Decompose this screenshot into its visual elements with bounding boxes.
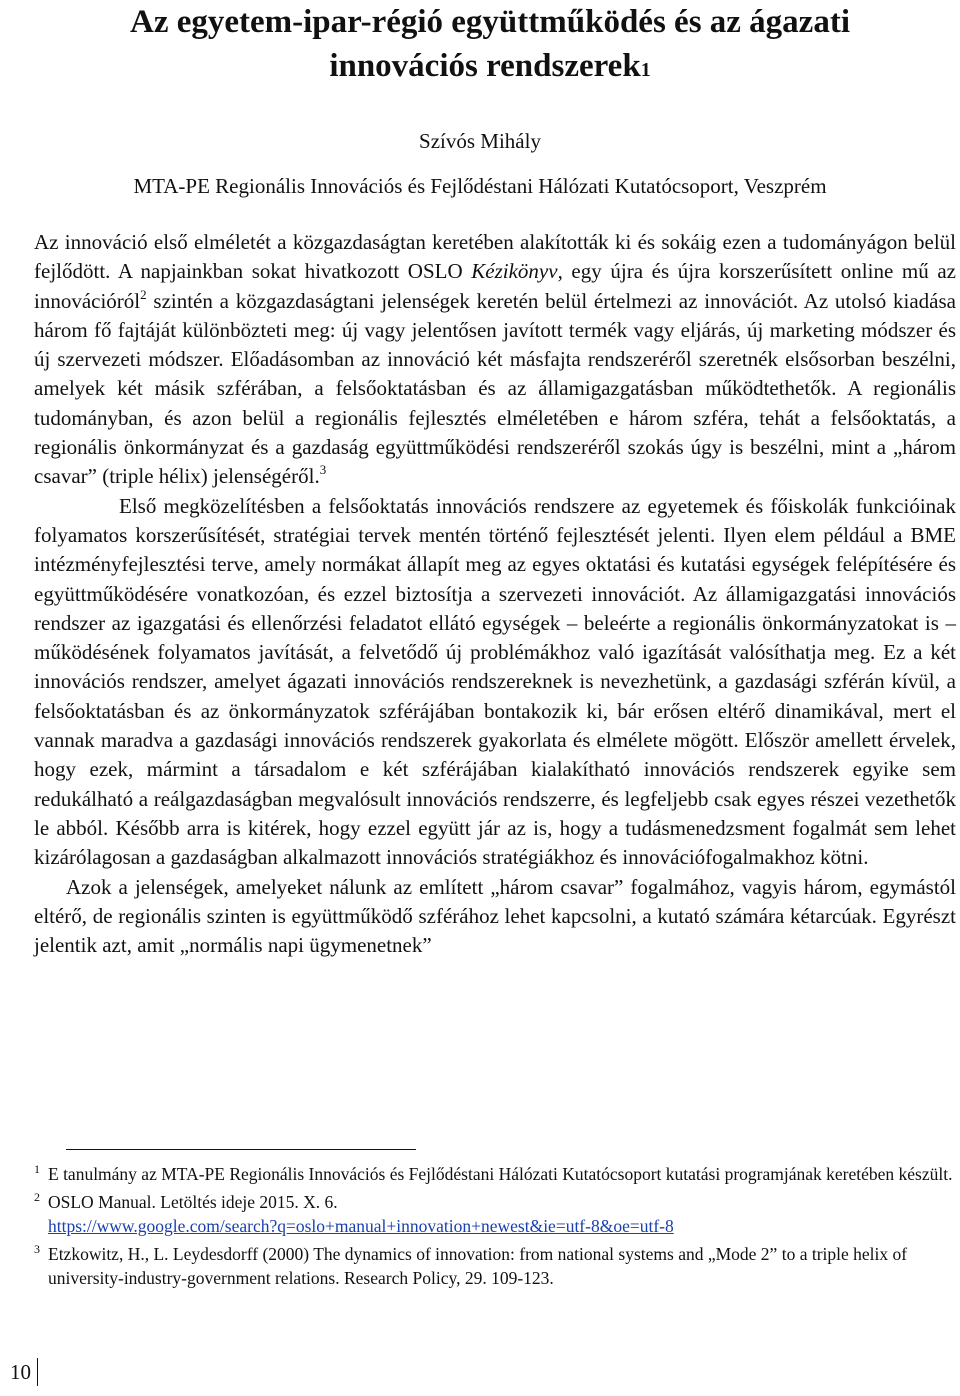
paragraph-1-italic: Kézikönyv: [471, 259, 558, 284]
author-affiliation: MTA-PE Regionális Innovációs és Fejlődéstani Hálózati Kutatócsoport, Veszprém: [133, 174, 827, 198]
title-footnote-ref[interactable]: 1: [640, 59, 651, 81]
paragraph-1-part-a: Az innováció első elméletét a közgazdaságtan keretében alakították ki és sokáig ezen a tudományágon belül fejlődött. A napjainkban sokat hivatkozott OSLO: [34, 230, 956, 284]
article-body: [34, 228, 956, 960]
footnote-3-text: Etzkowitz, H., L. Leydesdorff (2000) The dynamics of innovation: from national systems and „Mode 2” to a triple helix of university-industry-government relations. Research Policy, 29. 109-123.: [48, 1243, 908, 1288]
paragraph-2: Első megközelítésben a felsőoktatás innovációs rendszere az egyetemek és főiskolák funkcióinak folyamatos korszerűsítését, stratégiai tervek mentén történő fejlesztését jelenti. Ilyen elem például a BME intézményfejlesztési terve, amely normákat állapít meg az egyes oktatási és kutatási egységek felépítésére és együttműködésére vonatkozóan, és ezzel biztosítja a szervezeti innovációt. Az államigazgatási innovációs rendszer az igazgatási és ellenőrzési feladatot ellátó egységek – beleérte a regionális önkormányzatokat is – működésének folyamatos javítását, a felvetődő új problémákhoz való igazítását valósíthatja meg. Ez a két innovációs rendszer, amelyet ágazati innovációs rendszereknek is nevezhetünk, a gazdasági szférán kívül, a felsőoktatásban és az önkormányzatok szférájában bontakozik ki, bár erősen eltérő dinamikával, mert el vannak maradva a gazdasági innovációs rendszerek gyakorlata és elmélete mögött. Először amellett érvelek, hogy ezek, mármint a társadalom e két szférájában kialakítható innovációs rendszerek egyike sem redukálható a reálgazdaságban megvalósult innovációs rendszerre, és legfeljebb csak egyes részei vezethetők le abból. Később arra is kitérek, hogy ezzel együtt jár az is, hogy a tudásmenedzsment fogalmát sem lehet kizárólagosan a gazdaságban alkalmazott innovációs stratégiákhoz és innovációfogalmakhoz kötni.: [34, 493, 956, 870]
footnote-3: [34, 1242, 956, 1291]
footnote-separator: [66, 1149, 416, 1150]
paragraph-1: [34, 228, 956, 492]
footnote-3-number: 3: [34, 1241, 40, 1256]
title-line-2-text: innovációs rendszerek: [329, 48, 641, 84]
page-title: [60, 0, 920, 88]
footnote-2-link[interactable]: https://www.google.com/search?q=oslo+manual+innovation+newest&ie=utf-8&oe=utf-8: [48, 1216, 674, 1236]
footnote-2-number: 2: [34, 1189, 40, 1204]
footnote-ref-3[interactable]: 3: [319, 462, 327, 478]
footnote-1-text: E tanulmány az MTA-PE Regionális Innovációs és Fejlődéstani Hálózati Kutatócsoport kutatási programjának keretében készült.: [48, 1164, 953, 1184]
paragraph-1-part-c: szintén a közgazdaságtani jelenségek keretén belül értelmezi az innovációt. Az utolsó kiadása három fő fajtáját különbözteti meg: új vagy jelentősen javított termék vagy eljárás, új marketing módszer és új szervezeti módszer. Előadásomban az innováció két másfajta rendszeréről szeretnék elsősorban beszélni, amelyek két másik szférában, a felsőoktatásban és az államigazgatásban működtethetők. A regionális tudományban, és azon belül a regionális fejlesztés elméletében e három szféra, tehát a felsőoktatás, a regionális önkormányzat és a gazdaság együttműködési rendszeréről szokás úgy is beszélni, mint a „három csavar” (triple hélix) jelenségéről.: [34, 288, 956, 489]
title-line-1: Az egyetem-ipar-régió együttműködés és az ágazati: [130, 4, 850, 40]
footnote-1-number: 1: [34, 1162, 40, 1176]
footnote-ref-2[interactable]: 2: [140, 286, 147, 302]
page-number: 10: [10, 1358, 38, 1386]
footnote-2-text: OSLO Manual. Letöltés ideje 2015. X. 6.: [48, 1191, 338, 1212]
title-line-2: [60, 44, 920, 88]
footnote-1: [34, 1162, 956, 1187]
paragraph-3: Azok a jelenségek, amelyeket nálunk az említett „három csavar” fogalmához, vagyis három, egymástól eltérő, de regionális szinten is együttműködő szférához lehet kapcsolni, a kutató számára kétarcúak. Egyrészt jelentik azt, amit „normális napi ügymenetnek”: [34, 874, 956, 958]
author-name: Szívós Mihály: [419, 129, 541, 153]
footnote-2: [34, 1190, 956, 1239]
paragraph-1-part-b: , egy újra és újra korszerűsített online mű az innovációról: [34, 259, 956, 313]
footnotes: [34, 1162, 956, 1294]
